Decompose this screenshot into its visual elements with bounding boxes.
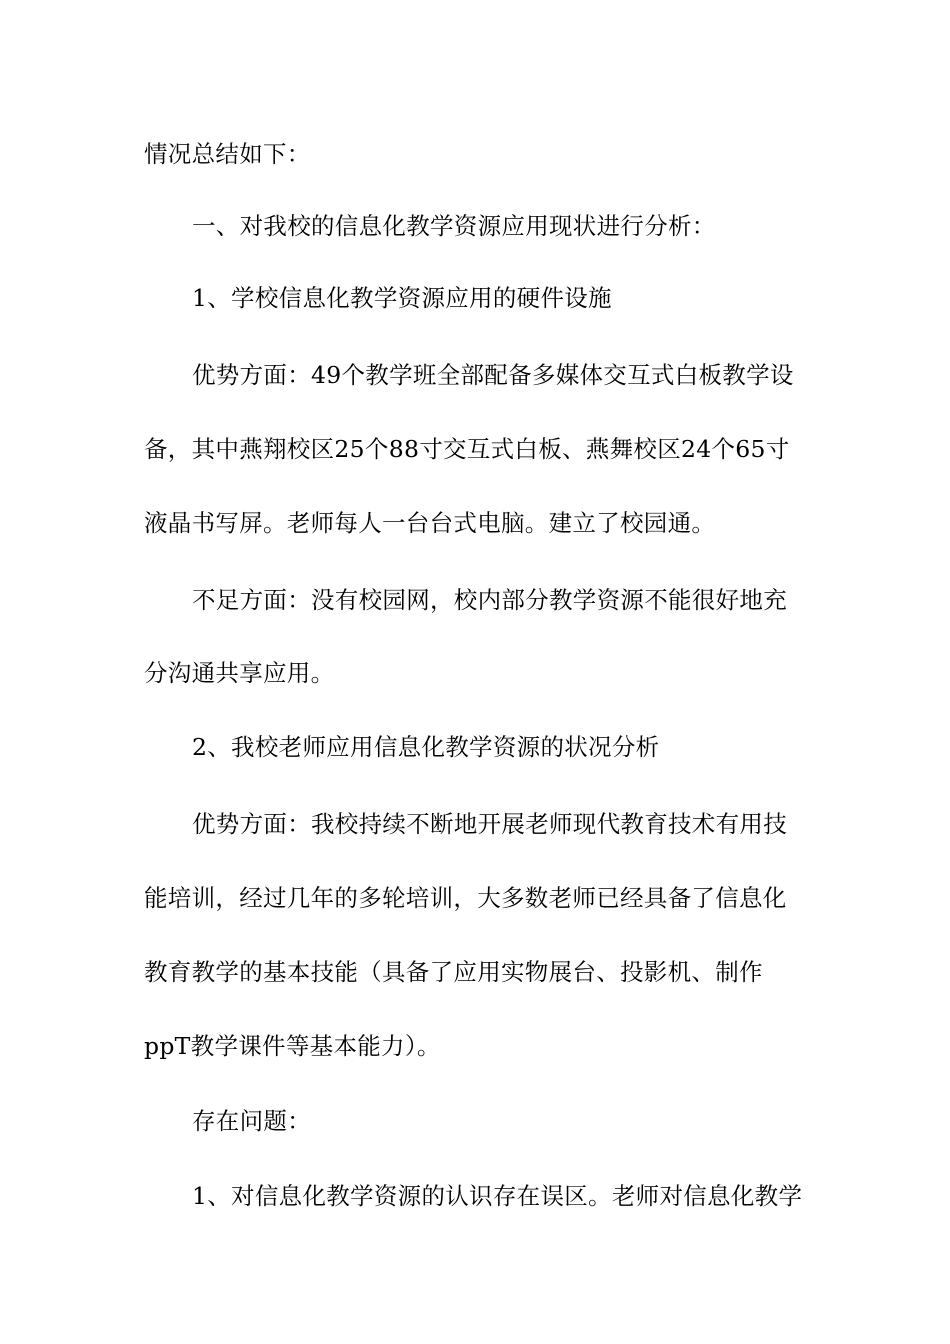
text-line: 情况总结如下： xyxy=(144,140,311,168)
text-line: 1、对信息化教学资源的认识存在误区。老师对信息化教学 xyxy=(192,1182,803,1210)
text-line: 存在问题： xyxy=(192,1107,311,1135)
text-line: 分沟通共享应用。 xyxy=(144,659,335,687)
subsection-heading: 1、学校信息化教学资源应用的硬件设施 xyxy=(192,284,612,312)
text-line: 优势方面：49个教学班全部配备多媒体交互式白板教学设 xyxy=(192,361,794,389)
subsection-heading: 2、我校老师应用信息化教学资源的状况分析 xyxy=(192,733,660,761)
text-line: 优势方面：我校持续不断地开展老师现代教育技术有用技 xyxy=(192,810,787,838)
section-heading: 一、对我校的信息化教学资源应用现状进行分析： xyxy=(192,212,716,240)
text-line: ppT教学课件等基本能力）。 xyxy=(144,1032,441,1060)
text-line: 不足方面：没有校园网，校内部分教学资源不能很好地充 xyxy=(192,586,787,614)
text-line: 能培训，经过几年的多轮培训，大多数老师已经具备了信息化 xyxy=(144,884,787,912)
text-line: 液晶书写屏。老师每人一台台式电脑。建立了校园通。 xyxy=(144,509,716,537)
text-line: 教育教学的基本技能（具备了应用实物展台、投影机、制作 xyxy=(144,958,763,986)
text-line: 备，其中燕翔校区25个88寸交互式白板、燕舞校区24个65寸 xyxy=(144,435,790,463)
